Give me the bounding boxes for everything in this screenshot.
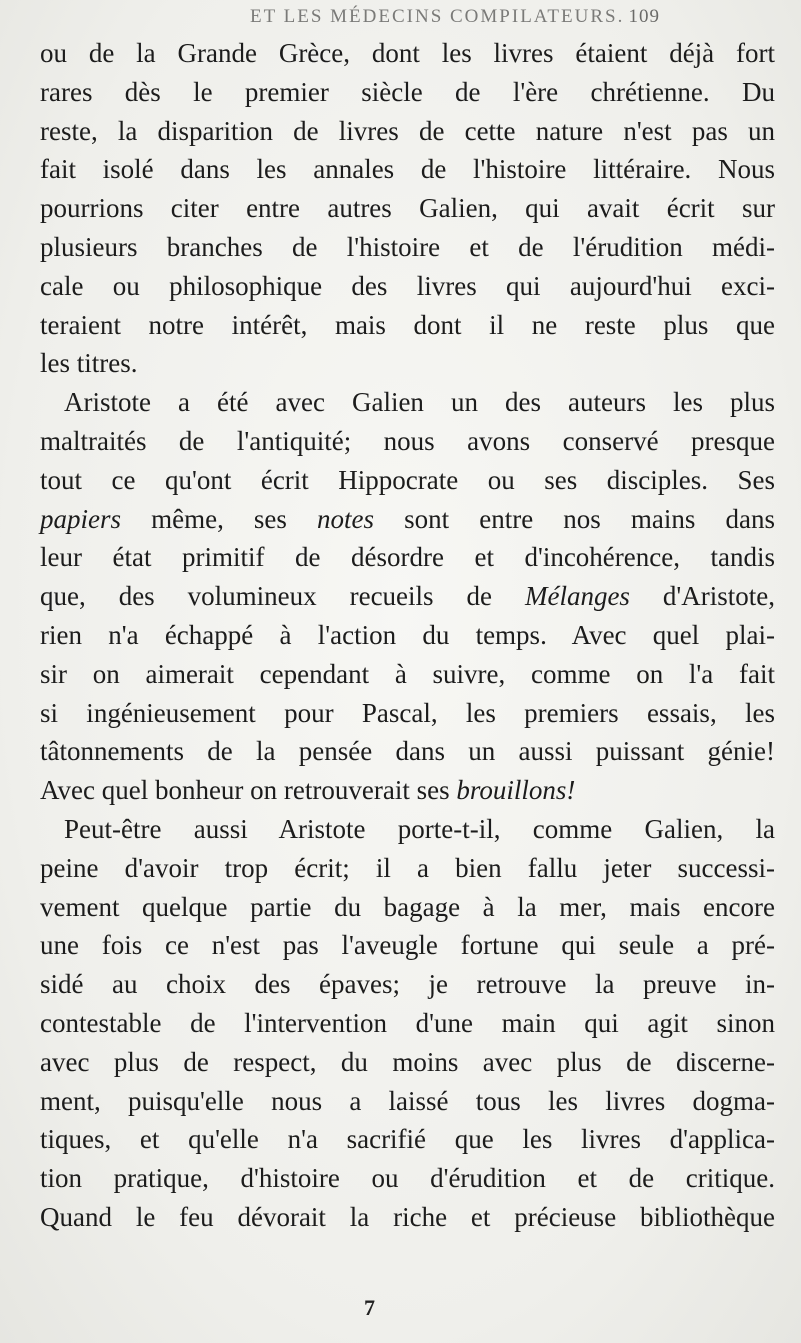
text-segment: les titres. — [40, 348, 138, 379]
text-line — [40, 1159, 775, 1198]
text-line — [40, 189, 775, 228]
running-head: ET LES MÉDECINS COMPILATEURS. — [250, 6, 625, 27]
text-line — [40, 34, 775, 73]
text-line — [40, 1198, 775, 1237]
text-segment: vement quelque partie du bagage à la mer, mais encore — [40, 891, 775, 922]
text-line — [40, 577, 775, 616]
text-segment: peine d'avoir trop écrit; il a bien fallu jeter successi- — [40, 852, 775, 883]
text-segment: pourrions citer entre autres Galien, qui avait écrit sur — [40, 193, 775, 224]
text-line — [40, 849, 775, 888]
text-line — [40, 422, 775, 461]
text-line — [40, 771, 775, 810]
text-line — [40, 306, 775, 345]
text-line — [40, 965, 775, 1004]
text-segment: une fois ce n'est pas l'aveugle fortune qui seule a pré- — [40, 930, 775, 961]
text-line — [40, 383, 775, 422]
text-segment: tion pratique, d'histoire ou d'érudition et de critique. — [40, 1163, 775, 1194]
text-segment: Peut-être aussi Aristote porte-t-il, comme Galien, la — [64, 813, 775, 844]
text-segment: fait isolé dans les annales de l'histoire littéraire. Nous — [40, 154, 775, 185]
text-segment: sont entre nos mains dans — [374, 503, 775, 534]
text-segment: rien n'a échappé à l'action du temps. Avec quel plai- — [40, 619, 775, 650]
text-line — [40, 112, 775, 151]
text-line — [40, 694, 775, 733]
text-segment: ment, puisqu'elle nous a laissé tous les livres dogma- — [40, 1085, 775, 1116]
text-line — [40, 926, 775, 965]
text-segment: rares dès le premier siècle de l'ère chrétienne. Du — [40, 76, 775, 107]
text-segment: teraient notre intérêt, mais dont il ne reste plus que — [40, 309, 775, 340]
printer-signature-mark: 7 — [364, 1295, 375, 1320]
text-line — [40, 500, 775, 539]
text-segment: Avec quel bonheur on retrouverait ses — [40, 775, 457, 806]
text-segment: plusieurs branches de l'histoire et de l'érudition médi- — [40, 231, 775, 262]
text-segment: tiques, et qu'elle n'a sacrifié que les livres d'applica- — [40, 1124, 775, 1155]
text-segment: tâtonnements de la pensée dans un aussi puissant génie! — [40, 736, 775, 767]
text-line — [40, 344, 775, 383]
text-line — [40, 655, 775, 694]
text-line — [40, 810, 775, 849]
text-line — [40, 538, 775, 577]
text-segment: sir on aimerait cependant à suivre, comme on l'a fait — [40, 658, 775, 689]
text-segment: contestable de l'intervention d'une main qui agit sinon — [40, 1007, 775, 1038]
text-line — [40, 461, 775, 500]
text-segment: Quand le feu dévorait la riche et précieuse bibliothèque — [40, 1201, 775, 1232]
text-segment: d'Aristote, — [629, 581, 775, 612]
text-line — [40, 1043, 775, 1082]
text-segment: cale ou philosophique des livres qui aujourd'hui exci- — [40, 270, 775, 301]
text-line — [40, 616, 775, 655]
text-line — [40, 73, 775, 112]
page-number: 109 — [628, 6, 660, 27]
text-line — [40, 732, 775, 771]
text-line — [40, 228, 775, 267]
text-segment: Aristote a été avec Galien un des auteurs les plus — [64, 387, 775, 418]
text-segment: ou de la Grande Grèce, dont les livres étaient déjà fort — [40, 38, 775, 68]
text-line — [40, 267, 775, 306]
italic-text: Mélanges — [524, 581, 630, 612]
text-line — [40, 150, 775, 189]
text-line — [40, 1120, 775, 1159]
italic-text: brouillons! — [456, 775, 576, 806]
text-segment: maltraités de l'antiquité; nous avons conservé presque — [40, 425, 775, 456]
page-header — [250, 6, 660, 34]
text-line — [40, 888, 775, 927]
text-segment: reste, la disparition de livres de cette nature n'est pas un — [40, 115, 775, 146]
text-segment: même, ses — [121, 503, 318, 534]
italic-text: notes — [317, 503, 375, 534]
text-line — [40, 1004, 775, 1043]
body-text — [40, 34, 775, 1237]
text-segment: sidé au choix des épaves; je retrouve la preuve in- — [40, 969, 775, 1000]
text-segment: avec plus de respect, du moins avec plus de discerne- — [40, 1046, 775, 1077]
text-segment: tout ce qu'ont écrit Hippocrate ou ses disciples. Ses — [40, 464, 775, 495]
text-line — [40, 1082, 775, 1121]
text-segment: si ingénieusement pour Pascal, les premiers essais, les — [40, 697, 775, 728]
text-segment: leur état primitif de désordre et d'incohérence, tandis — [40, 542, 775, 573]
text-segment: que, des volumineux recueils de — [40, 581, 525, 612]
italic-text: papiers — [40, 503, 121, 534]
